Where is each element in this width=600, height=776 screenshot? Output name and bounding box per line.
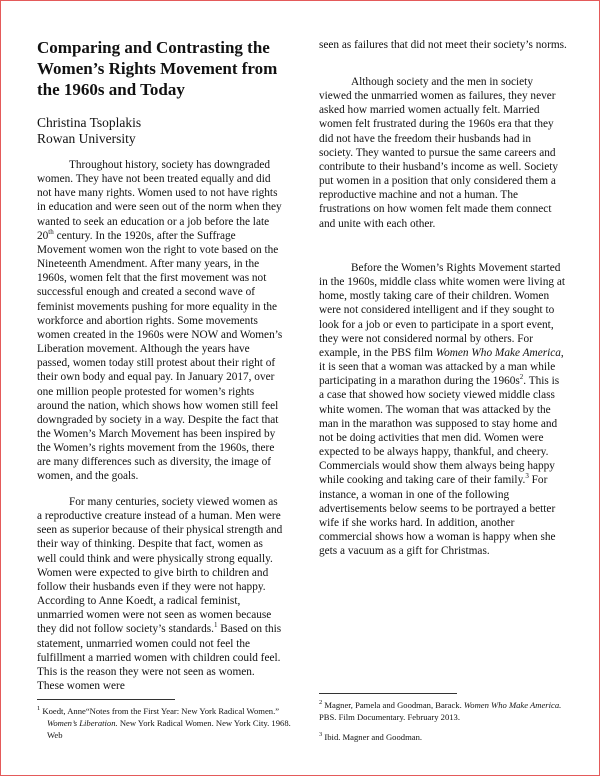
paragraph-4 bbox=[319, 261, 567, 558]
paragraph-4-text-c: . This is a case that showed how society viewed middle class white women. The woman that was attacked by the man in the marathon was supposed to stay home and not be doing activities that men did. Women were expected to be always happy, thankful, and cheery. Commercials would show them always being happy while cooking and taking care of their family. bbox=[319, 375, 560, 487]
footnote-ref-2: 2 bbox=[519, 373, 524, 382]
footnote-2-text-a: Magner, Pamela and Goodman, Barack. bbox=[322, 700, 464, 710]
footnote-ref-3: 3 bbox=[525, 472, 529, 481]
paragraph-4-text-d: For instance, a woman in one of the following advertisements below seems to be portrayed a better wife if she works hard. In addition, another commercial shows how a woman is happy when she gets a vacuum as a gift for Christmas. bbox=[319, 474, 556, 558]
paragraph-2-text-a: For many centuries, society viewed women as a reproductive creature instead of a human. Men were seen as superior because of their physical strength and their way of thinking. Despite that fact, women as well could think and were physically strong equally. Women were expected to give birth to children and follow their husbands even if they were not happy. According to Anne Koedt, a radical feminist, unmarried women were not seen as women because they did not follow society’s standards. bbox=[37, 496, 283, 636]
paragraph-4-text-a: Before the Women’s Rights Movement started in the 1960s, middle class white women were living at home, mostly taking care of their children. Women were not considered intelligent and if they sought to look for a job or even to participate in a sport event, they were not considered normal by others. For example, in the PBS film bbox=[319, 262, 565, 359]
author-block bbox=[37, 115, 287, 147]
footnote-1-number: 1 bbox=[37, 705, 41, 713]
footnote-2-text-b: PBS. Film Documentary. February 2013. bbox=[319, 712, 460, 722]
paper-title: Comparing and Contrasting the Women’s Rights Movement from the 1960s and Today bbox=[37, 38, 278, 99]
footnote-rule-left bbox=[37, 699, 175, 700]
paragraph-1-text-a: Throughout history, society has downgraded women. They have not been treated equally and did not have many rights. Women used to not have rights in education and were seen out of the norm when they wanted to seek an education or a job before the late 20 bbox=[37, 159, 282, 242]
superscript-th: th bbox=[48, 228, 54, 237]
footnote-2-number: 2 bbox=[319, 699, 323, 707]
author-affiliation: Rowan University bbox=[37, 131, 136, 146]
paragraph-2 bbox=[37, 495, 283, 693]
footnote-2-italic: Women Who Make America. bbox=[463, 700, 562, 710]
paragraph-4-text-b: , it is seen that a woman was attacked by a man while participating in a marathon during the 1960s bbox=[319, 346, 564, 388]
footnote-3 bbox=[319, 731, 567, 743]
author-name: Christina Tsoplakis bbox=[37, 115, 142, 130]
footnote-1 bbox=[37, 705, 293, 741]
footnote-rule-right bbox=[319, 693, 457, 694]
paragraph-1-text-b: century. In the 1920s, after the Suffrage Movement women won the right to vote based on the Nineteenth Amendment. After many years, in the 1960s, women felt that the first movement was not successful enough and created a second wave of feminist movements pushing for more equality in the workforce and abortion rights. Some movements women created in the 1960s were NOW and Women’s Liberation movement. Although the years have passed, women today still protest about their right of their own body and equal pay. In January 2017, over one million people protested for women’s rights around the nation, which shows how women still feel downgraded by society in a way. Despite the fact that the Women’s March Movement has been inspired by the Women’s rights movement from the 1960s, there are many differences such as diversity, the image of women, and the goals. bbox=[37, 229, 283, 483]
paragraph-2-text-b: Based on this statement, unmarried women could not feel the fulfillment a married women with children could feel. This is the reason they were not seen as women. These women were bbox=[37, 623, 282, 693]
film-title: Women Who Make America bbox=[435, 346, 561, 359]
footnote-1-text-b: New York Radical Women. New York City. 1968. Web bbox=[47, 718, 291, 740]
footnote-3-number: 3 bbox=[319, 731, 323, 739]
paragraph-1 bbox=[37, 158, 283, 484]
paragraph-continued: seen as failures that did not meet their society’s norms. bbox=[319, 39, 567, 51]
footnote-ref-1: 1 bbox=[213, 621, 218, 630]
footnote-1-italic: Women’s Liberation. bbox=[47, 718, 118, 728]
footnote-1-text-a: Koedt, Anne“Notes from the First Year: New York Radical Women.” bbox=[40, 706, 280, 716]
footnote-3-text: Ibid. Magner and Goodman. bbox=[322, 732, 423, 742]
footnote-2 bbox=[319, 699, 567, 723]
paragraph-3: Although society and the men in society viewed the unmarried women as failures, they never asked how married women actually felt. Married women felt frustrated during the 1960s era that they did not have the freedom their husbands had in society. They wanted to pursue the same careers and contribute to their husband’s income as well. Society put women in a position that only considered them a reproductive machine and not a human. The frustrations on how women felt made them connect and unite with each other. bbox=[319, 76, 559, 230]
